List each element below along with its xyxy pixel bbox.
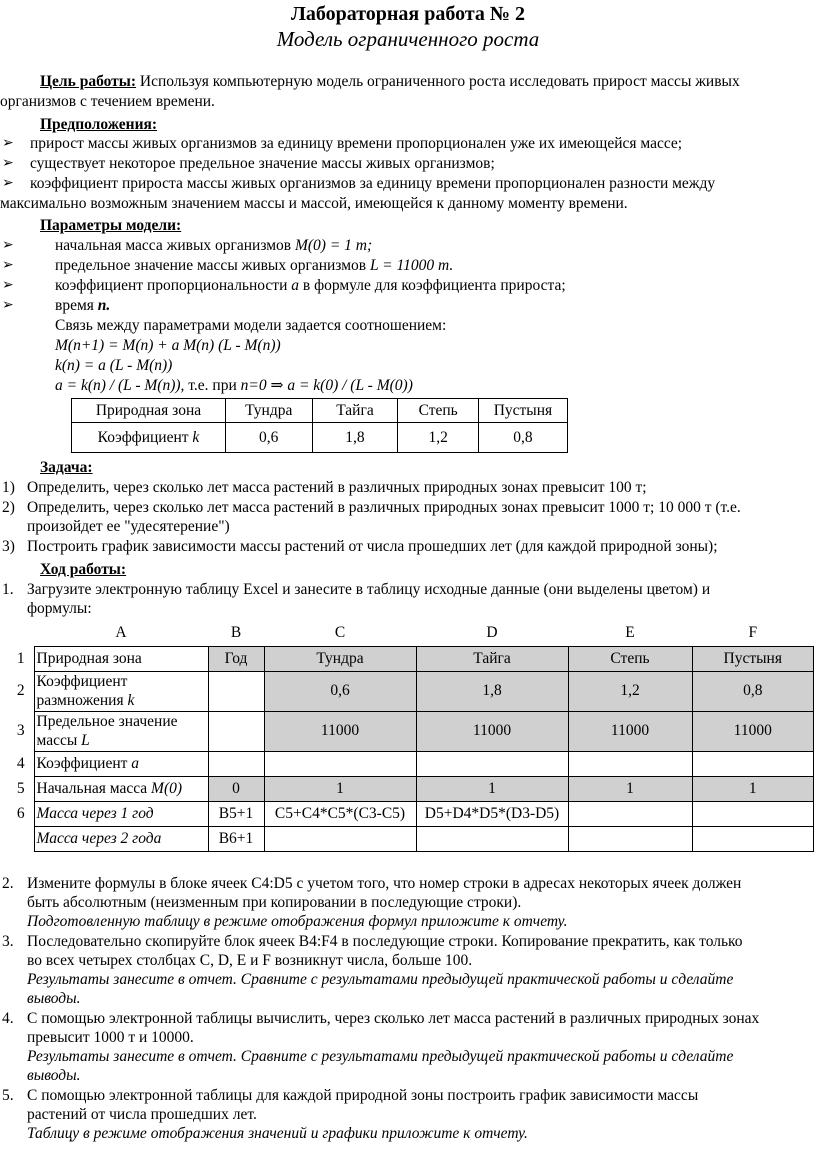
table-cell (568, 751, 692, 776)
table-cell: 11000 (264, 711, 416, 751)
table-cell (72, 423, 226, 453)
table-cell: 0,6 (225, 423, 312, 453)
table-header: Тундра (225, 399, 312, 423)
table-cell: Тундра (264, 646, 416, 671)
zone-coefficient-table (71, 398, 568, 453)
step-text: Последовательно скопируйте блок ячеек B4:F4 в последующие строки. Копирование прекратить, как только (27, 933, 743, 950)
table-cell: 1 (568, 776, 692, 801)
param-limit-mass (55, 256, 453, 275)
table-row (8, 751, 814, 776)
table-cell (208, 671, 264, 711)
workflow-heading: Ход работы: (40, 561, 127, 578)
task-item: Построить график зависимости массы растений от числа прошедших лет (для каждой природной зоны); (27, 538, 718, 555)
step-number: 5. (2, 1087, 14, 1104)
table-cell (34, 671, 208, 711)
column-header: F (748, 623, 758, 641)
task-heading: Задача: (40, 459, 93, 476)
table-cell: 0,6 (264, 671, 416, 711)
cell-text: Коэффициент (36, 673, 128, 690)
table-cell: Масса через 2 года (34, 826, 208, 851)
step-number: 1. (2, 581, 14, 598)
step-note: Подготовленную таблицу в режиме отображения формул приложите к отчету. (27, 913, 568, 930)
step-note: Таблицу в режиме отображения значений и графики приложите к отчету. (27, 1125, 528, 1142)
column-header: A (115, 623, 127, 641)
table-cell: Масса через 1 год (34, 801, 208, 826)
cell-text: Коэффициент (36, 754, 132, 772)
assumption-item: прирост массы живых организмов за единицу времени пропорционален уже их имеющейся массе; (30, 135, 683, 152)
param-text: время (55, 297, 98, 314)
step-note: выводы. (27, 990, 81, 1007)
param-text: начальная масса живых организмов (55, 237, 295, 254)
step-text: Загрузите электронную таблицу Excel и занесите в таблицу исходные данные (они выделены цветом) и (27, 581, 711, 598)
cell-text: L (81, 732, 90, 749)
assumption-cont: максимально возможным значением массы и массой, имеющейся к данному моменту времени. (0, 195, 628, 212)
column-header: D (486, 623, 498, 641)
table-header: Пустыня (478, 399, 567, 423)
row-number: 2 (16, 682, 25, 699)
table-header: Природная зона (72, 399, 226, 423)
cell-text: M(0) (151, 779, 183, 797)
column-header-row (8, 620, 814, 646)
table-header: Степь (398, 399, 478, 423)
table-cell (692, 751, 814, 776)
table-cell: 11000 (568, 711, 692, 751)
formula-part: a = k(n) / (L - M(n)), (55, 377, 185, 394)
param-value: a (291, 277, 299, 294)
table-cell (692, 826, 814, 851)
goal-line-1 (40, 72, 740, 91)
step-text: С помощью электронной таблицы вычислить, через сколько лет масса растений в различных природных зонах (27, 1010, 760, 1027)
row-number: 1 (16, 649, 25, 667)
param-text: в формуле для коэффициента прироста; (299, 277, 566, 294)
step-text: быть абсолютным (неизменным при копировании в последующие строки). (27, 894, 522, 911)
step-note: Результаты занесите в отчет. Сравните с результатами предыдущей практической работы и сделайте (27, 971, 734, 988)
row-label-k: k (192, 428, 200, 446)
table-row (8, 826, 814, 851)
step-text: во всех четырех столбцах C, D, E и F возникнут числа, больше 100. (27, 952, 473, 969)
task-item: произойдет ее "удесятерение") (27, 518, 230, 535)
step-note: Результаты занесите в отчет. Сравните с результатами предыдущей практической работы и сделайте (27, 1048, 734, 1065)
row-number (8, 826, 34, 851)
table-cell: C5+C4*C5*(C3-C5) (264, 801, 416, 826)
row-number: 5 (16, 779, 25, 797)
column-header: E (625, 623, 635, 641)
table-row (8, 671, 814, 711)
assumption-item: существует некоторое предельное значение массы живых организмов; (30, 155, 495, 172)
formula-part: a = k(0) / (L - M(0)) (287, 377, 413, 394)
table-cell: 1,8 (416, 671, 568, 711)
table-cell (692, 801, 814, 826)
table-cell (34, 776, 208, 801)
task-item: Определить, через сколько лет масса растений в различных природных зонах превысит 1000 т; 10 000 т (т.е. (27, 499, 741, 516)
param-text: предельное значение массы живых организмов (55, 257, 370, 274)
table-cell: B6+1 (208, 826, 264, 851)
formula-3 (55, 376, 413, 395)
formula-part: ⇒ (266, 377, 288, 394)
column-header: B (230, 623, 242, 641)
step-text: превысит 1000 т и 10000. (27, 1029, 194, 1046)
table-cell: Год (208, 646, 264, 671)
step-text: Измените формулы в блоке ячеек C4:D5 с учетом того, что номер строки в адресах некоторых ячеек должен (27, 875, 742, 892)
arrow-bullet-icon: ➢ (2, 238, 14, 253)
step-text: С помощью электронной таблицы для каждой природной зоны построить график зависимости массы (27, 1087, 699, 1104)
task-item: Определить, через сколько лет масса растений в различных природных зонах превысит 100 т; (27, 479, 647, 496)
goal-label: Цель работы: (40, 73, 137, 90)
param-text: коэффициент пропорциональности (55, 277, 292, 294)
table-cell: D5+D4*D5*(D3-D5) (416, 801, 568, 826)
formula-part: n=0 (240, 377, 267, 394)
table-cell (264, 826, 416, 851)
table-cell (208, 751, 264, 776)
row-label: Коэффициент (97, 428, 193, 446)
table-cell: Природная зона (34, 646, 208, 671)
goal-text-2: организмов с течением времени. (0, 93, 215, 110)
table-cell: 1,2 (568, 671, 692, 711)
cell-text: Предельное значение (36, 713, 178, 730)
table-cell: 1,8 (312, 423, 398, 453)
table-row (72, 399, 568, 423)
table-cell (568, 826, 692, 851)
cell-text: Начальная масса (36, 779, 152, 797)
formula-1: M(n+1) = M(n) + a M(n) (L - M(n)) (55, 337, 281, 354)
task-num: 3) (2, 538, 15, 555)
goal-text-1: Используя компьютерную модель ограниченного роста исследовать прирост массы живых (139, 73, 740, 90)
arrow-bullet-icon: ➢ (2, 156, 14, 171)
cell-text: a (131, 754, 140, 772)
table-cell: 0,8 (478, 423, 567, 453)
assumption-item: коэффициент прироста массы живых организмов за единицу времени пропорционален разности между (30, 175, 716, 192)
formula-part: т.е. при (184, 377, 241, 394)
arrow-bullet-icon: ➢ (2, 258, 14, 273)
table-cell: 0 (208, 776, 264, 801)
step-number: 4. (2, 1010, 14, 1027)
params-heading: Параметры модели: (40, 217, 182, 234)
arrow-bullet-icon: ➢ (2, 176, 14, 191)
table-header: Тайга (312, 399, 398, 423)
row-number: 6 (16, 804, 25, 822)
table-cell: Пустыня (692, 646, 814, 671)
table-cell: 1 (692, 776, 814, 801)
table-cell (416, 826, 568, 851)
table-cell: 11000 (416, 711, 568, 751)
param-value: L = 11000 т. (369, 257, 454, 274)
corner-cell (8, 620, 34, 646)
param-time (55, 296, 110, 315)
assumptions-heading: Предположения: (40, 116, 158, 133)
page-title: Лабораторная работа № 2 (290, 3, 526, 25)
page-subtitle: Модель ограниченного роста (276, 27, 540, 51)
table-cell: Степь (568, 646, 692, 671)
column-header: C (334, 623, 346, 641)
table-cell: 0,8 (692, 671, 814, 711)
arrow-bullet-icon: ➢ (2, 278, 14, 293)
row-number: 3 (16, 722, 25, 739)
table-cell (416, 751, 568, 776)
arrow-bullet-icon: ➢ (2, 136, 14, 151)
table-row (72, 423, 568, 453)
param-initial-mass (55, 236, 372, 255)
cell-text: k (127, 692, 135, 709)
param-coefficient (55, 276, 566, 295)
table-row (8, 801, 814, 826)
table-cell: B5+1 (208, 801, 264, 826)
table-cell (264, 751, 416, 776)
param-value: n. (97, 297, 111, 314)
table-cell: Тайга (416, 646, 568, 671)
step-text: формулы: (27, 600, 92, 617)
arrow-bullet-icon: ➢ (2, 298, 14, 313)
excel-table (8, 620, 814, 852)
task-num: 1) (2, 479, 15, 496)
row-number: 4 (16, 754, 25, 772)
table-cell: 1 (416, 776, 568, 801)
table-cell: 1,2 (398, 423, 478, 453)
table-row (8, 646, 814, 671)
cell-text: массы (36, 732, 82, 749)
table-cell: 1 (264, 776, 416, 801)
step-text: растений от числа прошедших лет. (27, 1106, 257, 1123)
table-cell (208, 711, 264, 751)
table-row (8, 711, 814, 751)
relation-text: Связь между параметрами модели задается соотношением: (55, 317, 447, 334)
task-num: 2) (2, 499, 15, 516)
table-row (8, 776, 814, 801)
cell-text: размножения (36, 692, 128, 709)
table-cell (34, 751, 208, 776)
param-value: M(0) = 1 т; (294, 237, 373, 254)
step-note: выводы. (27, 1067, 81, 1084)
table-cell (34, 711, 208, 751)
step-number: 3. (2, 933, 14, 950)
table-cell (568, 801, 692, 826)
table-cell: 11000 (692, 711, 814, 751)
step-number: 2. (2, 875, 14, 892)
formula-2: k(n) = a (L - M(n)) (55, 357, 173, 374)
